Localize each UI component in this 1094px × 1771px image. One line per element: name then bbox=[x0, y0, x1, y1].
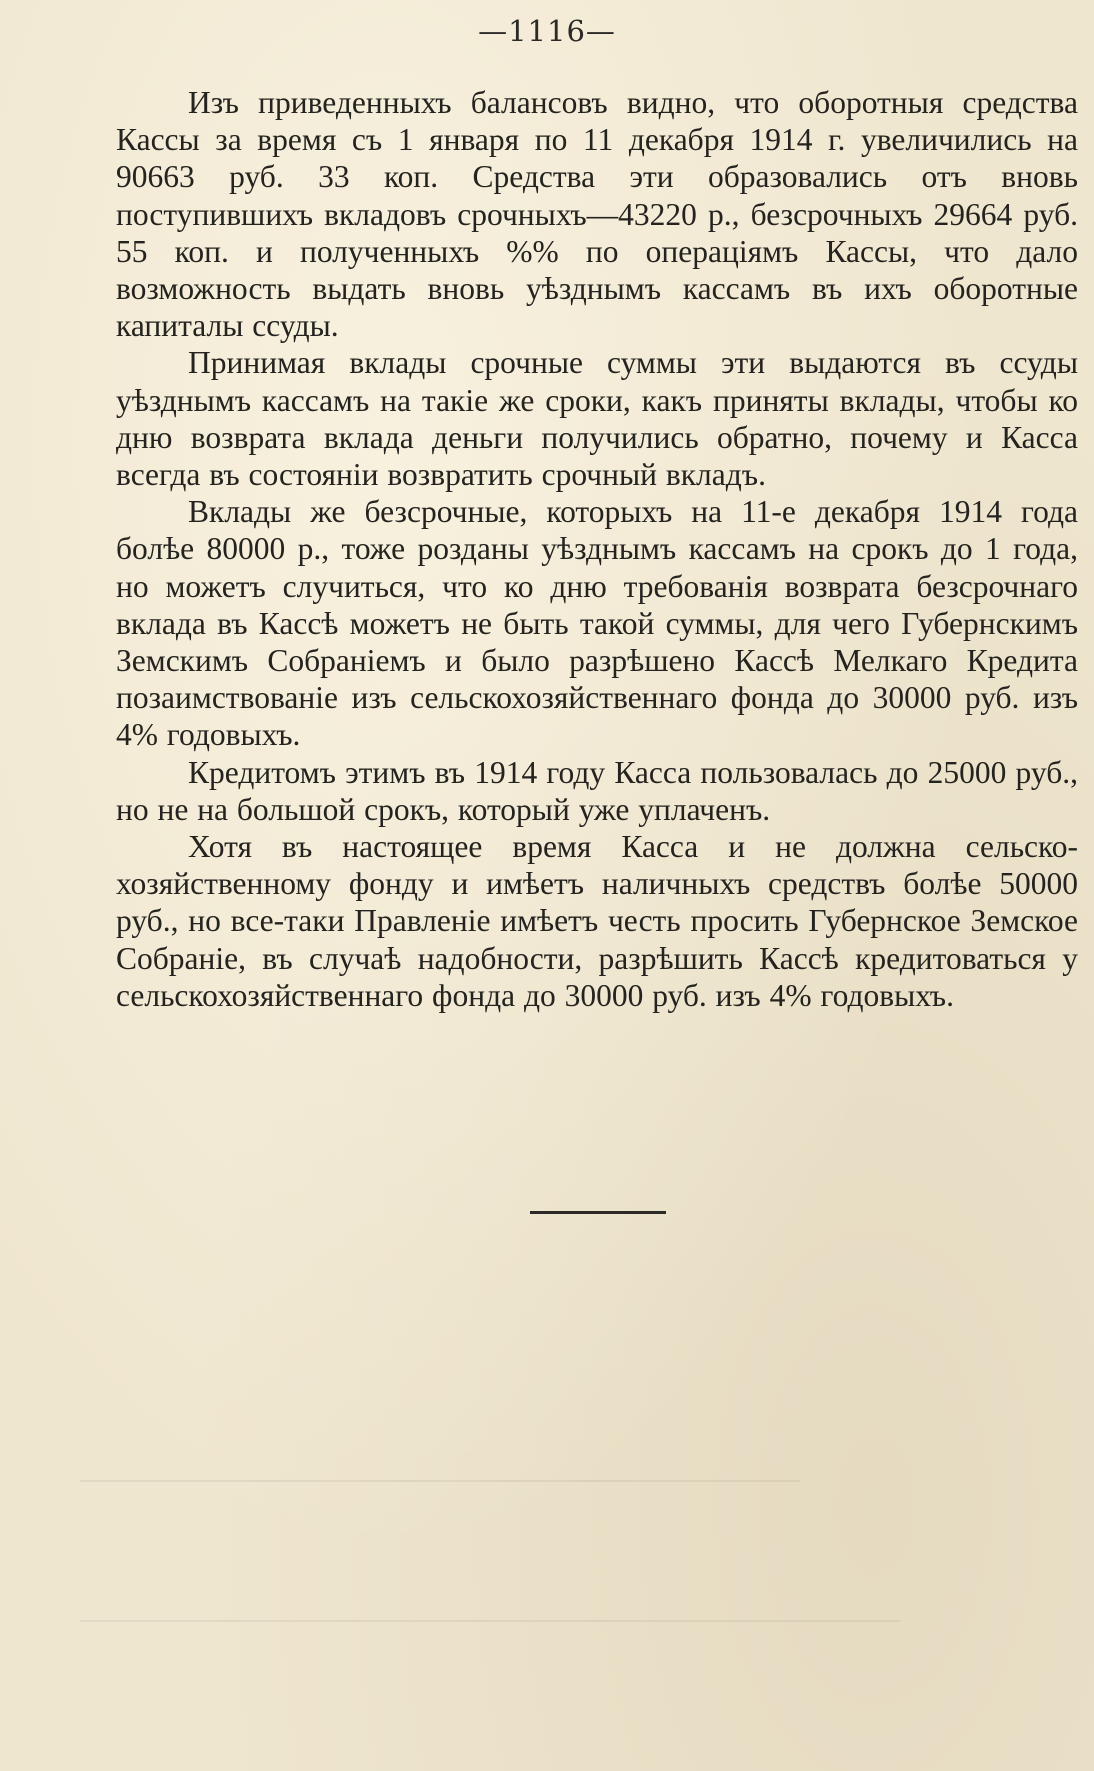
paragraph-5: Хотя въ настоящее время Касса и не должна сельскохозяйственному фонду и имѣетъ наличныхъ средствъ болѣе 50000 руб., но все-таки Правленіе имѣетъ честь просить Губернское Земское Собраніе, въ случаѣ надобности, разрѣшить Кассѣ кредитоваться у сельскохозяйственнаго фонда до 30000 руб. изъ 4% годовыхъ. bbox=[116, 829, 1078, 1013]
paragraph-3: Вклады же безсрочные, которыхъ на 11-е декабря 1914 года болѣе 80000 р., тоже розданы уѣзднымъ кассамъ на срокъ до 1 года, но можетъ случиться, что ко дню требованія возврата безсрочнаго вклада въ Кассѣ можетъ не быть такой суммы, для чего Губернскимъ Земскимъ Собраніемъ и было разрѣшено Кассѣ Мелкаго Кредита позаимствованіе изъ сельскохозяйственнаго фонда до 30000 руб. изъ 4% годовыхъ. bbox=[116, 494, 1078, 753]
paragraph-2: Принимая вклады срочные суммы эти выдаются въ ссуды уѣзднымъ кассамъ на такіе же сроки, какъ приняты вклады, чтобы ко дню возврата вклада деньги получились обратно, почему и Касса всегда въ состояніи возвратить срочный вкладъ. bbox=[116, 345, 1078, 493]
paragraph-4: Кредитомъ этимъ въ 1914 году Касса пользовалась до 25000 руб., но не на большой срокъ, который уже уплаченъ. bbox=[116, 754, 1078, 827]
end-rule bbox=[530, 1211, 666, 1214]
page-number: —1116— bbox=[478, 14, 616, 48]
reverse-side-bleed-through bbox=[80, 1060, 980, 1700]
body-text bbox=[116, 84, 1078, 1014]
paragraph-1: Изъ приведенныхъ балансовъ видно, что оборотныя средства Кассы за время съ 1 января по 11 декабря 1914 г. увеличились на 90663 руб. 33 коп. Средства эти образовались отъ вновь поступившихъ вкладовъ срочныхъ—43220 р., безсрочныхъ 29664 руб. 55 коп. и полученныхъ %% по операціямъ Кассы, что дало возможность выдать вновь уѣзднымъ кассамъ въ ихъ оборотные капиталы ссуды. bbox=[116, 85, 1078, 344]
